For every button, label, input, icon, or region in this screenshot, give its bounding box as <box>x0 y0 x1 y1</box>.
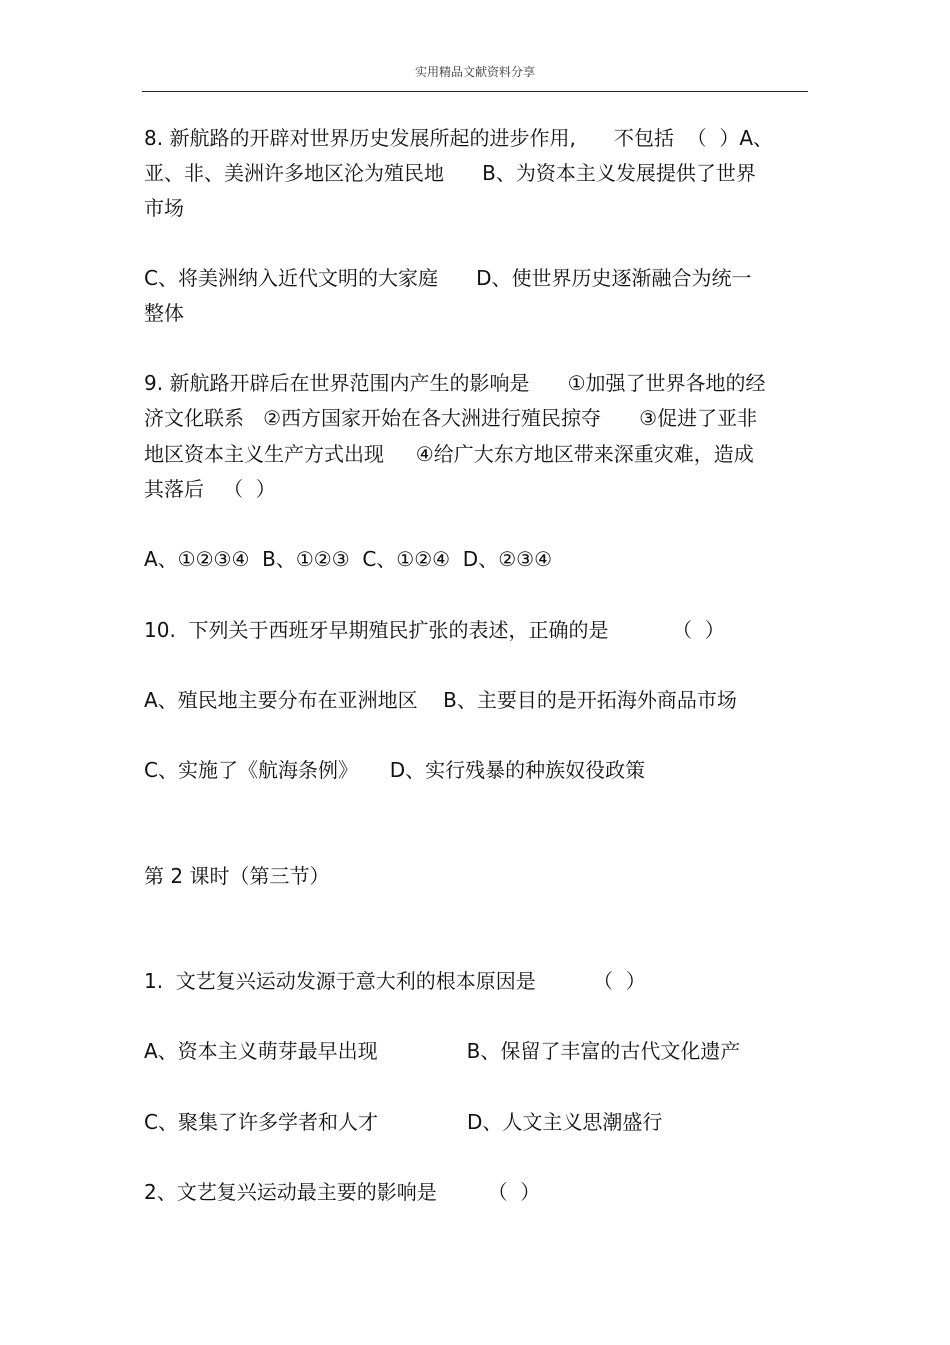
question-8-line-4: C、将美洲纳入近代文明的大家庭 D、使世界历史逐渐融合为统一 <box>144 266 752 290</box>
page-header: 实用精品文献资料分享 <box>414 65 535 79</box>
question-8-line-5: 整体 <box>144 301 184 325</box>
section2-question-1-options-ab: A、资本主义萌芽最早出现 B、保留了丰富的古代文化遗产 <box>144 1039 741 1063</box>
question-10-stem: 10. 下列关于西班牙早期殖民扩张的表述，正确的是 （ ） <box>144 618 725 642</box>
question-9-line-2: 济文化联系 ②西方国家开始在各大洲进行殖民掠夺 ③促进了亚非 <box>144 406 758 430</box>
section2-question-1-options-cd: C、聚集了许多学者和人才 D、人文主义思潮盛行 <box>144 1110 663 1134</box>
question-9-options: A、①②③④ B、①②③ C、①②④ D、②③④ <box>144 547 552 571</box>
question-8-line-3: 市场 <box>144 196 184 220</box>
section2-question-2-stem: 2、文艺复兴运动最主要的影响是 （ ） <box>144 1180 541 1204</box>
question-9-line-4: 其落后 （ ） <box>144 477 276 501</box>
section2-question-1-stem: 1. 文艺复兴运动发源于意大利的根本原因是 （ ） <box>144 969 646 993</box>
question-9-line-3: 地区资本主义生产方式出现 ④给广大东方地区带来深重灾难，造成 <box>144 442 754 466</box>
header-rule <box>142 91 808 92</box>
section-heading: 第 2 课时（第三节） <box>144 864 330 888</box>
question-8-line-2: 亚、非、美洲许多地区沦为殖民地 B、为资本主义发展提供了世界 <box>144 161 756 185</box>
question-9-line-1: 9. 新航路开辟后在世界范围内产生的影响是 ①加强了世界各地的经 <box>144 371 766 395</box>
question-10-options-cd: C、实施了《航海条例》 D、实行残暴的种族奴役政策 <box>144 758 646 782</box>
question-10-options-ab: A、殖民地主要分布在亚洲地区 B、主要目的是开拓海外商品市场 <box>144 688 737 712</box>
question-8-line-1: 8. 新航路的开辟对世界历史发展所起的进步作用, 不包括 （ ）A、 <box>144 126 774 150</box>
